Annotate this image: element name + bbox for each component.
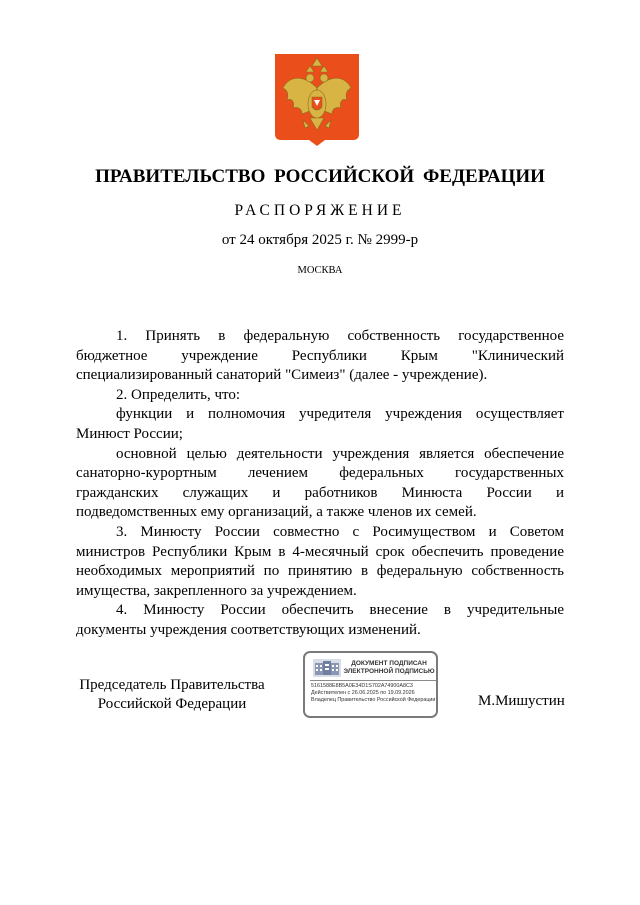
document-body (76, 327, 564, 641)
paragraph-3: 3. Минюсту России совместно с Росимуществом и Советом министров Республики Крым в 4-месячный срок обеспечить проведение необходимых мероприятий по принятию в федеральную собственность имущества, закрепленного за учреждением. (76, 523, 564, 599)
certificate-serial: 5161588E8B5A0E34D1S702A74900A8C3 (311, 683, 413, 689)
russian-coat-of-arms-icon (275, 54, 359, 146)
certificate-validity: Действителен с 26.06.2025 по 19.09.2026 (311, 690, 415, 696)
stamp-title-line1: ДОКУМЕНТ ПОДПИСАН (351, 660, 427, 667)
paragraph-4: 4. Минюсту России обеспечить внесение в учредительные документы учреждения соответствующих изменений. (76, 602, 564, 638)
signatory-name: М.Мишустин (478, 693, 565, 709)
document-date-number: от 24 октября 2025 г. № 2999-р (221, 232, 419, 248)
document-type: РАСПОРЯЖЕНИЕ (234, 202, 406, 219)
paragraph-2b: основной целью деятельности учреждения является обеспечение санаторно-курортным лечением федеральных государственных гражданских служащих и работников Минюста России и подведомственных ему организаций, а также членов их семей. (76, 445, 564, 521)
government-title: ПРАВИТЕЛЬСТВО РОССИЙСКОЙ ФЕДЕРАЦИИ (95, 166, 545, 187)
paragraph-1: 1. Принять в федеральную собственность государственное бюджетное учреждение Республики Крым "Клинический специализированный санаторий "Симеиз" (далее - учреждение). (76, 328, 564, 384)
stamp-divider (310, 680, 436, 681)
stamp-title-line2: ЭЛЕКТРОННОЙ ПОДПИСЬЮ (343, 668, 435, 675)
government-building-icon (313, 659, 341, 677)
electronic-signature-stamp (303, 651, 438, 718)
certificate-owner: Владелец Правительство Российской Федерации (311, 697, 436, 703)
signatory-position-line2: Российской Федерации (97, 696, 247, 712)
signatory-position (70, 676, 274, 714)
stamp-title (343, 660, 435, 676)
paragraph-2: 2. Определить, что: (116, 386, 241, 403)
paragraph-2a: функции и полномочия учредителя учреждения осуществляет Минюст России; (76, 406, 564, 442)
signatory-position-line1: Председатель Правительства (79, 677, 265, 693)
stamp-details (311, 683, 437, 704)
document-city: МОСКВА (297, 265, 343, 276)
